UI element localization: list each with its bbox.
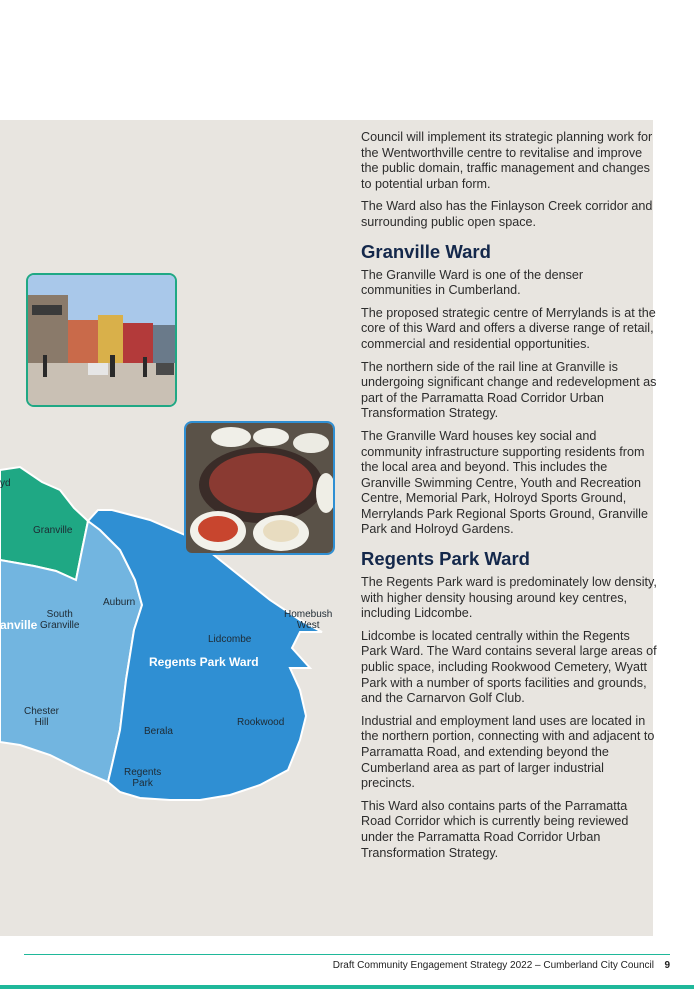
regents-paragraph-1: The Regents Park ward is predominately low density, with higher density housing around key centres, including Lidcombe.: [361, 575, 657, 621]
map-label-regents-park: Regents Park: [124, 767, 162, 789]
intro-paragraph-2: The Ward also has the Finlayson Creek corridor and surrounding public open space.: [361, 199, 653, 229]
regents-paragraph-4: This Ward also contains parts of the Parramatta Road Corridor which is currently being reviewed under the Parramatta Road Corridor Urban Transformation Strategy.: [361, 798, 629, 860]
map-label-south-granville: South Granville: [40, 609, 80, 631]
map-label-homebush-west: Homebush West: [284, 609, 333, 631]
intro-paragraph-1: Council will implement its strategic planning work for the Wentworthville centre to revitalise and improve the public domain, traffic management and changes to potential urban form.: [361, 130, 653, 191]
map-label-berala: Berala: [144, 726, 173, 737]
map-label-lidcombe: Lidcombe: [208, 634, 252, 645]
granville-paragraph-3: The northern side of the rail line at Granville is undergoing significant change and redevelopment as part of the Parramatta Road Corridor Urban Transformation Strategy.: [361, 359, 657, 421]
granville-paragraph-2: The proposed strategic centre of Merrylands is at the core of this Ward and offers a diverse range of retail, commercial and residential opportunities.: [361, 305, 656, 351]
footer-title: Draft Community Engagement Strategy 2022 – Cumberland City Council: [332, 960, 654, 971]
regents-paragraph-3: Industrial and employment land uses are located in the northern portion, connecting with and adjacent to Parramatta Road, and extending beyond the Cumberland area as part of larger industrial precincts.: [361, 713, 655, 791]
map-label-granville-ward: anville: [0, 618, 38, 632]
regents-park-ward-heading: Regents Park Ward: [361, 548, 530, 570]
text-column: [361, 130, 657, 868]
granville-paragraph-1: The Granville Ward is one of the denser communities in Cumberland.: [361, 267, 584, 298]
map-label-chester-hill: Chester Hill: [24, 706, 60, 728]
map-label-regents-park-ward: Regents Park Ward: [149, 655, 259, 669]
map-label-auburn: Auburn: [103, 597, 136, 608]
map-label-yd: yd: [0, 478, 11, 489]
granville-ward-heading: Granville Ward: [361, 240, 491, 262]
map-label-granville: Granville: [33, 525, 73, 536]
regents-paragraph-2: Lidcombe is located centrally within the Regents Park Ward. The Ward contains several large areas of public space, including Rookwood Cemetery, Wyatt Park with a number of sports facilities and grounds, and the Carnarvon Golf Club.: [361, 628, 657, 706]
granville-paragraph-4: The Granville Ward houses key social and community infrastructure supporting residents from the local area and beyond. This includes the Granville Swimming Centre, Youth and Recreation Centre, Memorial Park, Holroyd Sports Ground, Merrylands Park Regional Sports Ground, Granville Park and Holroyd Gardens.: [361, 428, 648, 537]
page-number: 9: [664, 960, 670, 971]
street-scene-photo: [26, 273, 177, 407]
map-label-rookwood: Rookwood: [237, 717, 285, 728]
footer-divider: [24, 954, 670, 955]
korean-bbq-food-photo: [184, 421, 335, 555]
footer-bar: [0, 985, 694, 989]
